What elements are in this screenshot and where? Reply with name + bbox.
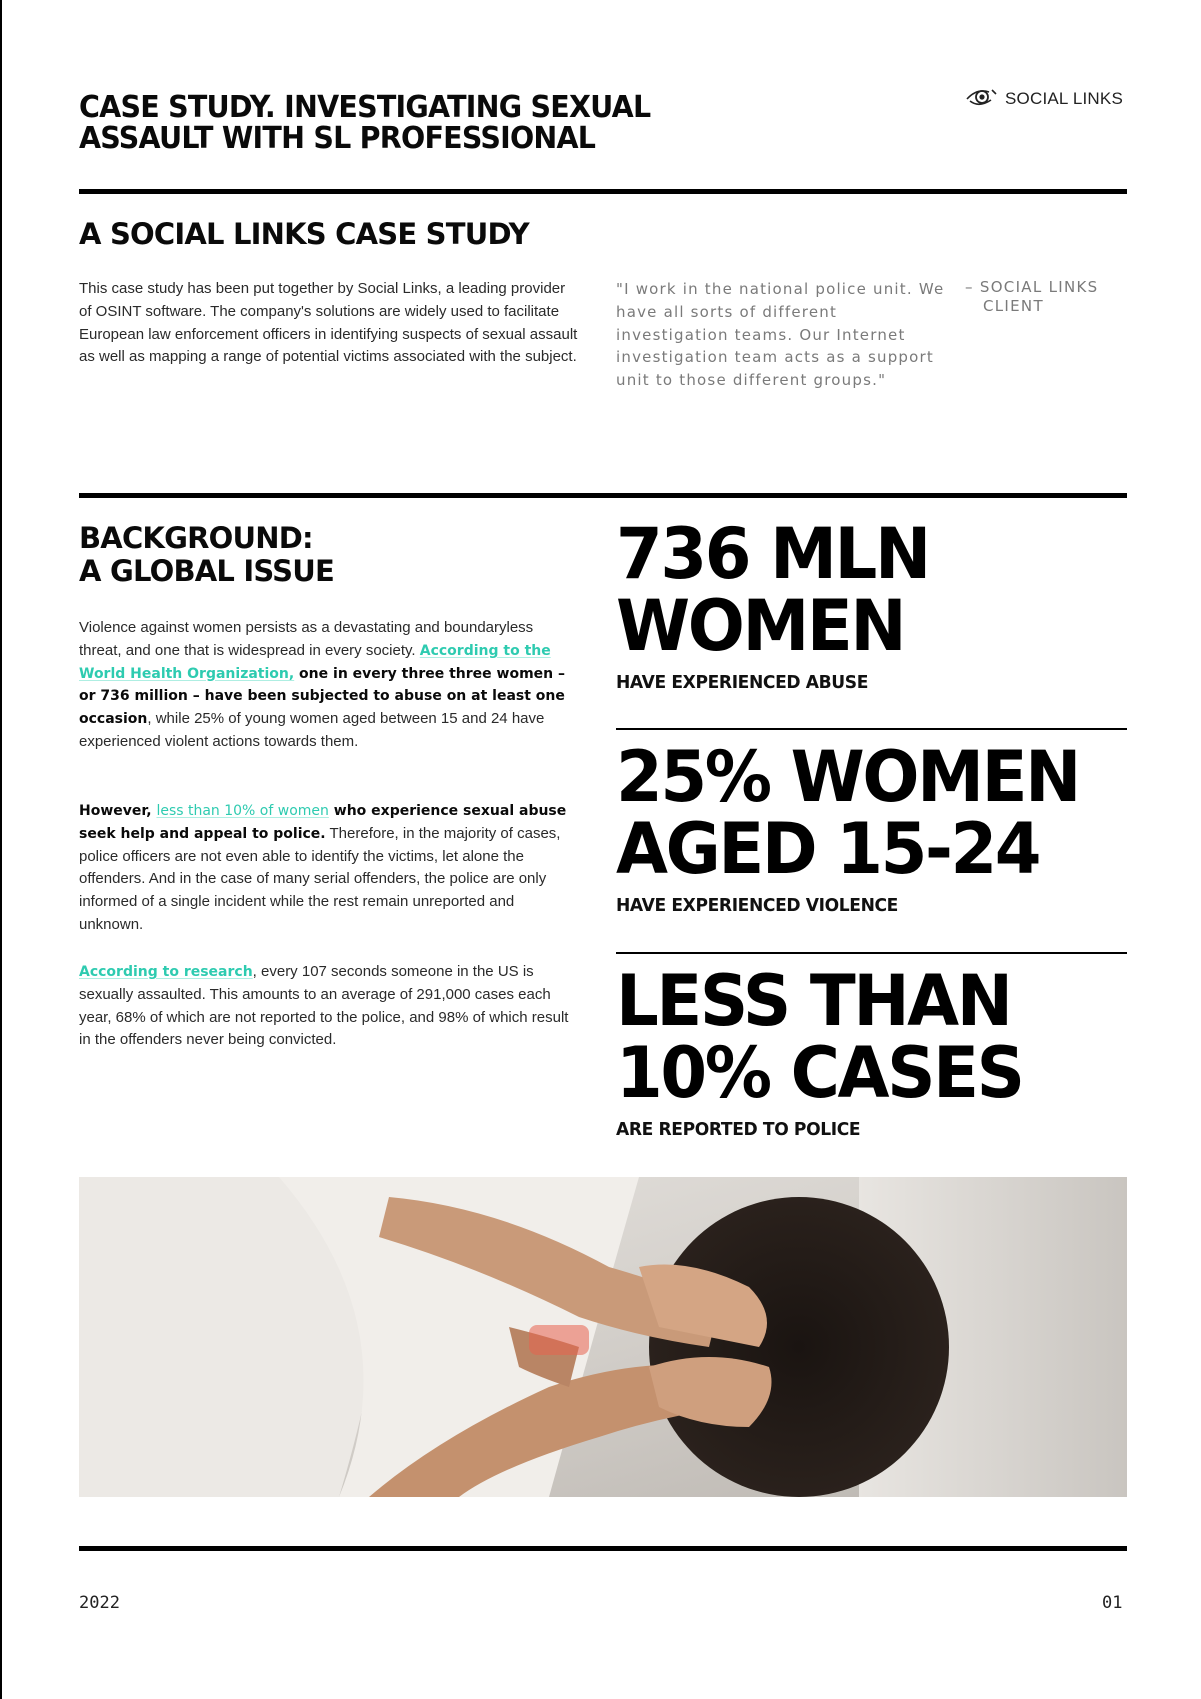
footer-year: 2022 xyxy=(79,1593,120,1613)
paragraph-text: Therefore, in the majority of cases, police officers are not even able to identify the victims, let alone the offenders. And in the case of many serial offenders, the police are only informed of a single incident while the rest remain unreported and unknown. xyxy=(79,824,561,933)
stat-value-line2: AGED 15-24 xyxy=(616,808,1040,890)
social-links-logo xyxy=(965,86,1123,112)
background-heading-line1: BACKGROUND: xyxy=(79,521,313,555)
stat-block-violence xyxy=(616,736,1098,916)
page-title-line2: ASSAULT WITH SL PROFESSIONAL xyxy=(79,121,596,156)
photo-illustration xyxy=(79,1177,1127,1497)
paragraph-bold: who experience sexual abuse seek help and appeal to police. xyxy=(79,803,567,842)
stat-value-line1: 736 MLN xyxy=(616,513,929,595)
paragraph-text: , while 25% of young women aged between 15 and 24 have experienced violent actions towards them. xyxy=(79,710,545,750)
research-link[interactable]: According to research xyxy=(79,964,253,980)
background-paragraph-3 xyxy=(79,961,579,1052)
intro-paragraph: This case study has been put together by Social Links, a leading provider of OSINT software. The company's solutions are widely used to facilitate European law enforcement officers in identifying suspects of sexual assault as well as mapping a range of potential victims associated with the subject. xyxy=(79,280,578,366)
stat-caption: HAVE EXPERIENCED ABUSE xyxy=(616,672,869,693)
page-title xyxy=(79,92,687,154)
stat-value-line1: LESS THAN xyxy=(616,960,1011,1042)
divider xyxy=(616,952,1127,954)
background-heading xyxy=(79,522,334,588)
divider xyxy=(79,493,1127,498)
paragraph-bold: However, xyxy=(79,803,157,819)
paragraph-bold: one in every three three women – or 736 million – have been subjected to abuse on at least one occasion xyxy=(79,665,566,728)
page-title-line1: CASE STUDY. INVESTIGATING SEXUAL xyxy=(79,90,651,125)
quote-author-line1: – SOCIAL LINKS xyxy=(965,278,1099,296)
hero-photo xyxy=(79,1177,1127,1497)
divider xyxy=(616,728,1127,730)
stat-value-line2: WOMEN xyxy=(616,585,905,667)
quote-author-line2: CLIENT xyxy=(983,297,1044,315)
eye-icon xyxy=(965,86,999,112)
stat-caption: HAVE EXPERIENCED VIOLENCE xyxy=(616,895,898,916)
background-paragraph-1 xyxy=(79,617,579,754)
divider xyxy=(79,189,1127,194)
stat-value-line2: 10% CASES xyxy=(616,1032,1023,1114)
who-link[interactable]: According to the World Health Organization, xyxy=(79,642,551,682)
quote-author xyxy=(965,278,1135,316)
paragraph-text: Violence against women persists as a devastating and boundaryless threat, and one that is widespread in every society. xyxy=(79,619,534,659)
page-number: 01 xyxy=(1102,1593,1123,1613)
logo-text: SOCIAL LINKS xyxy=(1005,89,1123,108)
divider xyxy=(79,1546,1127,1551)
stat-block-abuse xyxy=(616,513,942,693)
background-heading-line2: A GLOBAL ISSUE xyxy=(79,554,334,588)
client-quote: "I work in the national police unit. We have all sorts of different investigation teams. Our Internet investigation team acts as a support unit to those different groups." xyxy=(616,280,945,390)
stat-value-line1: 25% WOMEN xyxy=(616,736,1079,818)
stat-caption: ARE REPORTED TO POLICE xyxy=(616,1119,861,1140)
paragraph-text: , every 107 seconds someone in the US is sexually assaulted. This amounts to an average of 291,000 cases each year, 68% of which are not reported to the police, and 98% of which result in the offenders never being convicted. xyxy=(79,963,569,1049)
background-paragraph-2 xyxy=(79,800,579,937)
stat-block-reported xyxy=(616,960,1040,1140)
less-than-10-link[interactable]: less than 10% of women xyxy=(156,803,329,819)
intro-heading: A SOCIAL LINKS CASE STUDY xyxy=(79,217,529,251)
